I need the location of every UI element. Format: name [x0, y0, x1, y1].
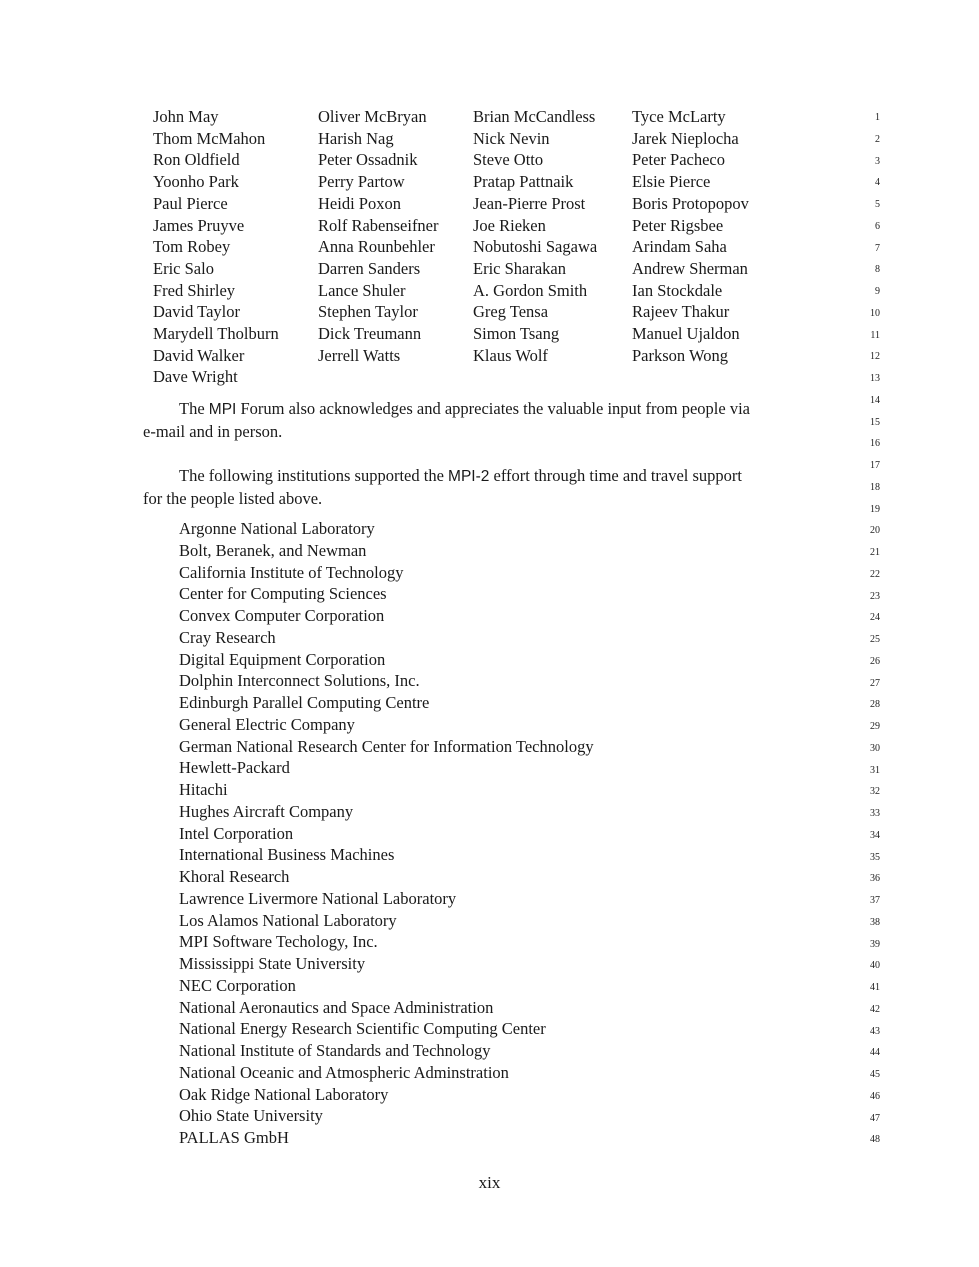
institution-item: Khoral Research: [179, 867, 290, 886]
contributor-name: Perry Partow: [318, 172, 405, 192]
contributor-name: Rolf Rabenseifner: [318, 215, 439, 235]
line-number: 8: [875, 264, 880, 276]
line-number: 16: [870, 438, 880, 450]
line-number: 36: [870, 873, 880, 885]
contributor-name: Dave Wright: [153, 367, 238, 387]
institution-item: National Aeronautics and Space Administration: [179, 997, 494, 1017]
line-number: 43: [870, 1025, 880, 1037]
contributor-name: Jean-Pierre Prost: [473, 193, 586, 213]
line-number: 1: [875, 112, 880, 123]
line-number: 34: [870, 829, 880, 841]
line-number: 2: [875, 133, 880, 145]
line-number: 40: [870, 960, 880, 972]
line-number: 3: [875, 155, 880, 167]
contributor-name: Darren Sanders: [318, 258, 421, 278]
para2-line2: for the people listed above.: [143, 488, 323, 508]
contributor-name: Greg Tensa: [473, 302, 549, 322]
line-number: 6: [875, 220, 880, 232]
line-number: 46: [870, 1090, 880, 1102]
contributor-name: Yoonho Park: [153, 172, 239, 192]
para2-pre: The following institutions supported the: [179, 466, 449, 485]
line-number: 23: [870, 590, 880, 602]
institution-item: Los Alamos National Laboratory: [179, 910, 397, 930]
institution-item: Intel Corporation: [179, 823, 294, 843]
institution-item: National Institute of Standards and Technology: [179, 1041, 491, 1060]
para2-post: effort through time and travel support: [489, 466, 743, 485]
contributor-name: Simon Tsang: [473, 324, 560, 343]
contributor-name: Stephen Taylor: [318, 302, 418, 322]
institution-item: General Electric Company: [179, 714, 355, 734]
contributor-name: Tom Robey: [153, 237, 231, 257]
forum-acknowledgement-paragraph: [143, 398, 843, 442]
line-number: 25: [870, 634, 880, 645]
institution-item: German National Research Center for Information Technology: [179, 736, 594, 756]
contributor-name: Peter Rigsbee: [632, 215, 724, 235]
contributor-name: David Taylor: [153, 302, 240, 322]
contributor-name: Oliver McBryan: [318, 107, 427, 126]
line-number: 19: [870, 503, 880, 515]
institution-item: Digital Equipment Corporation: [179, 649, 386, 669]
institution-item: Convex Computer Corporation: [179, 606, 385, 625]
contributor-name: Steve Otto: [473, 150, 544, 170]
line-number: 21: [870, 547, 880, 558]
line-number: 18: [870, 481, 880, 493]
line-number: 26: [870, 655, 880, 667]
line-number: 30: [870, 742, 880, 754]
institution-item: Hewlett-Packard: [179, 758, 290, 778]
contributor-name: James Pruyve: [153, 215, 245, 235]
line-number: 33: [870, 808, 880, 819]
institution-item: National Energy Research Scientific Computing Center: [179, 1019, 546, 1039]
contributor-name: Boris Protopopov: [632, 193, 749, 213]
contributor-name: Eric Sharakan: [473, 258, 566, 278]
line-number: 7: [875, 242, 880, 254]
line-number: 32: [870, 786, 880, 798]
contributor-name: David Walker: [153, 345, 245, 365]
institution-item: National Oceanic and Atmospheric Adminstration: [179, 1062, 509, 1082]
line-number: 13: [870, 373, 880, 384]
line-number: 37: [870, 895, 880, 906]
institution-item: Bolt, Beranek, and Newman: [179, 540, 367, 560]
para1-line2: e-mail and in person.: [143, 421, 283, 441]
institution-item: PALLAS GmbH: [179, 1128, 289, 1147]
line-number: 9: [875, 286, 880, 297]
contributor-name: Manuel Ujaldon: [632, 324, 740, 343]
institution-item: Lawrence Livermore National Laboratory: [179, 888, 457, 908]
institution-item: Ohio State University: [179, 1106, 323, 1126]
institution-item: Dolphin Interconnect Solutions, Inc.: [179, 671, 420, 691]
contributor-name: Thom McMahon: [153, 128, 266, 148]
line-number: 31: [870, 764, 880, 776]
contributor-name: Nobutoshi Sagawa: [473, 237, 598, 257]
contributor-name: Anna Rounbehler: [318, 237, 435, 257]
contributor-name: Nick Nevin: [473, 128, 550, 148]
line-number: 45: [870, 1069, 880, 1080]
line-number: 48: [870, 1134, 880, 1146]
institution-item: Cray Research: [179, 627, 276, 647]
mpi-term: MPI: [208, 401, 237, 418]
line-number: 17: [870, 460, 880, 471]
para1-pre: The: [179, 399, 209, 418]
line-number: 14: [870, 394, 880, 406]
contributor-name: Paul Pierce: [153, 193, 228, 213]
line-number: 24: [870, 612, 880, 624]
contributor-name: Dick Treumann: [318, 324, 422, 343]
contributor-name: John May: [153, 107, 219, 126]
line-number: 12: [870, 351, 880, 363]
contributor-name: Marydell Tholburn: [153, 324, 279, 343]
para1-post: Forum also acknowledges and appreciates the valuable input from people via: [236, 399, 750, 418]
line-number: 35: [870, 851, 880, 863]
institution-item: Mississippi State University: [179, 954, 366, 973]
line-number: 20: [870, 525, 880, 537]
contributor-name: Andrew Sherman: [632, 258, 748, 278]
institution-item: Hitachi: [179, 780, 228, 799]
line-number: 39: [870, 938, 880, 950]
institution-item: MPI Software Techology, Inc.: [179, 932, 378, 952]
contributor-name: Rajeev Thakur: [632, 302, 730, 322]
institution-item: International Business Machines: [179, 845, 395, 865]
line-number: 5: [875, 199, 880, 210]
line-number: 29: [870, 721, 880, 732]
contributor-name: Elsie Pierce: [632, 172, 711, 192]
line-number: 4: [875, 177, 880, 189]
contributor-name: Fred Shirley: [153, 280, 236, 300]
line-number: 27: [870, 677, 880, 689]
contributor-name: Arindam Saha: [632, 237, 727, 257]
institution-item: Hughes Aircraft Company: [179, 801, 354, 821]
contributor-name: Ian Stockdale: [632, 280, 723, 300]
institution-item: Oak Ridge National Laboratory: [179, 1084, 389, 1104]
institution-item: Edinburgh Parallel Computing Centre: [179, 693, 430, 712]
line-number: 38: [870, 916, 880, 928]
line-number: 47: [870, 1112, 880, 1124]
line-number: 44: [870, 1047, 880, 1059]
contributor-name: Jerrell Watts: [318, 345, 401, 365]
contributor-name: Klaus Wolf: [473, 345, 548, 365]
contributor-name: Joe Rieken: [473, 215, 546, 235]
contributor-name: Eric Salo: [153, 258, 214, 278]
line-number: 10: [870, 307, 880, 319]
institution-item: Argonne National Laboratory: [179, 519, 375, 538]
line-number: 28: [870, 699, 880, 711]
page-number: xix: [478, 1173, 501, 1192]
contributor-name: Ron Oldfield: [153, 150, 240, 170]
institution-item: California Institute of Technology: [179, 562, 404, 582]
contributor-name: Harish Nag: [318, 128, 394, 148]
institution-item: Center for Computing Sciences: [179, 584, 387, 604]
line-number: 11: [870, 329, 880, 341]
line-number: 42: [870, 1003, 880, 1015]
contributor-name: Jarek Nieplocha: [632, 128, 739, 148]
contributor-name: Brian McCandless: [473, 107, 596, 126]
contributor-name: Peter Pacheco: [632, 150, 725, 170]
contributor-name: Parkson Wong: [632, 345, 728, 365]
contributor-name: Peter Ossadnik: [318, 150, 418, 170]
contributor-name: Lance Shuler: [318, 280, 406, 300]
line-number: 15: [870, 416, 880, 428]
contributor-name: Tyce McLarty: [632, 107, 726, 126]
institutions-intro-paragraph: [143, 465, 843, 509]
institution-item: NEC Corporation: [179, 975, 296, 995]
line-number: 41: [870, 982, 880, 993]
line-number: 22: [870, 568, 880, 580]
mpi2-term: MPI-2: [448, 468, 490, 485]
contributor-name: Heidi Poxon: [318, 193, 401, 213]
contributor-name: A. Gordon Smith: [473, 280, 588, 300]
contributor-name: Pratap Pattnaik: [473, 172, 574, 192]
